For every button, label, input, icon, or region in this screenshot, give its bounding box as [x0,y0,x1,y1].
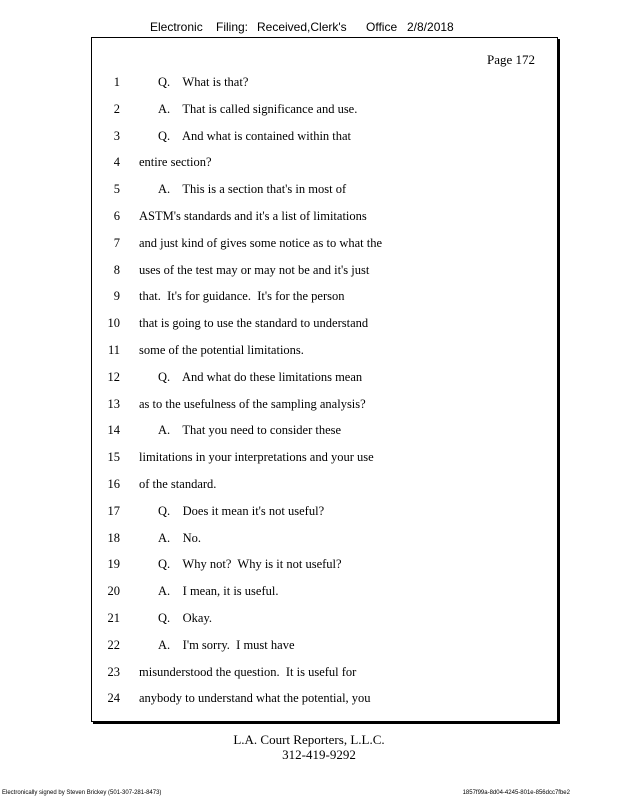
line-number: 9 [113,289,120,304]
line-number: 17 [107,503,120,518]
header-office: Office [366,20,398,34]
line-text: Q. And what do these limitations mean [158,369,363,384]
transcript-line [92,206,559,226]
transcript-line [92,635,559,655]
page-number: Page 172 [486,52,535,67]
line-text: some of the potential limitations. [139,343,304,357]
transcript-line [92,99,559,119]
line-text: and just kind of gives some notice as to what the [139,235,383,250]
transcript-line [92,152,559,172]
line-text: that. It's for guidance. It's for the person [139,289,345,304]
line-number: 2 [113,101,120,116]
transcript-line [92,608,559,628]
line-number: 4 [113,155,120,170]
line-text: Q. Okay. [158,611,213,625]
line-text: misunderstood the question. It is useful for [139,664,357,679]
line-text: Q. What is that? [158,75,249,89]
line-number: 20 [107,584,120,599]
line-number: 15 [107,450,120,465]
line-text: A. This is a section that's in most of [158,182,347,197]
transcript-line [92,528,559,548]
line-number: 12 [107,369,120,384]
document-hash: 1857f99a-8d04-4245-801e-856dcc7fbe2 [462,790,570,796]
transcript-line [92,501,559,521]
reporter-phone: 312-419-9292 [282,747,356,762]
line-number: 19 [107,557,120,572]
header-date: 2/8/2018 [407,20,454,34]
line-number: 18 [107,530,120,545]
transcript-line [92,233,559,253]
line-number: 16 [107,477,120,491]
transcript-line [92,581,559,601]
transcript-line [92,179,559,199]
line-text: anybody to understand what the potential, you [139,691,371,706]
line-number: 3 [113,128,120,143]
transcript-line [92,367,559,387]
line-number: 8 [113,262,120,277]
transcript-line [92,260,559,280]
line-text: Q. Does it mean it's not useful? [158,503,325,518]
line-text: A. I mean, it is useful. [158,584,279,599]
reporter-company: L.A. Court Reporters, L.L.C. [233,732,385,747]
line-number: 22 [107,637,120,652]
reporter-footer [0,732,618,762]
transcript-line [92,340,559,360]
line-number: 21 [107,611,120,625]
line-text: limitations in your interpretations and your use [139,450,374,465]
header-electronic: Electronic [150,20,203,34]
transcript-line [92,474,559,494]
transcript-line [92,313,559,333]
line-text: A. That you need to consider these [158,423,342,438]
line-text: ASTM's standards and it's a list of limitations [139,209,367,223]
line-text: of the standard. [139,477,217,491]
transcript-line [92,662,559,682]
line-text: A. That is called significance and use. [158,101,358,116]
line-text: as to the usefulness of the sampling analysis? [139,396,366,411]
transcript-line [92,447,559,467]
electronic-signature: Electronically signed by Steven Brickey (501-307-281-8473) [2,790,162,796]
line-number: 23 [107,664,120,679]
line-text: Q. And what is contained within that [158,128,352,143]
header-filing: Filing: [216,20,249,34]
transcript-line [92,126,559,146]
transcript-line [92,420,559,440]
line-text: A. I'm sorry. I must have [158,637,295,652]
line-number: 13 [107,396,120,411]
line-text: A. No. [158,530,202,545]
line-text: that is going to use the standard to understand [139,316,369,331]
line-number: 10 [107,316,120,331]
line-number: 1 [113,75,120,89]
line-text: entire section? [139,155,212,170]
line-text: Q. Why not? Why is it not useful? [158,557,342,572]
line-number: 11 [107,343,120,357]
line-number: 5 [113,182,120,197]
line-text: uses of the test may or may not be and it's just [139,262,370,277]
filing-header [0,20,618,38]
transcript-line [92,394,559,414]
transcript-line [92,72,559,92]
line-number: 6 [113,209,120,223]
line-number: 14 [107,423,120,438]
line-number: 24 [107,691,120,706]
line-number: 7 [113,235,120,250]
transcript-page [91,37,558,722]
transcript-line [92,554,559,574]
transcript-line [92,286,559,306]
header-received: Received,Clerk's [257,20,347,34]
transcript-line [92,688,559,708]
